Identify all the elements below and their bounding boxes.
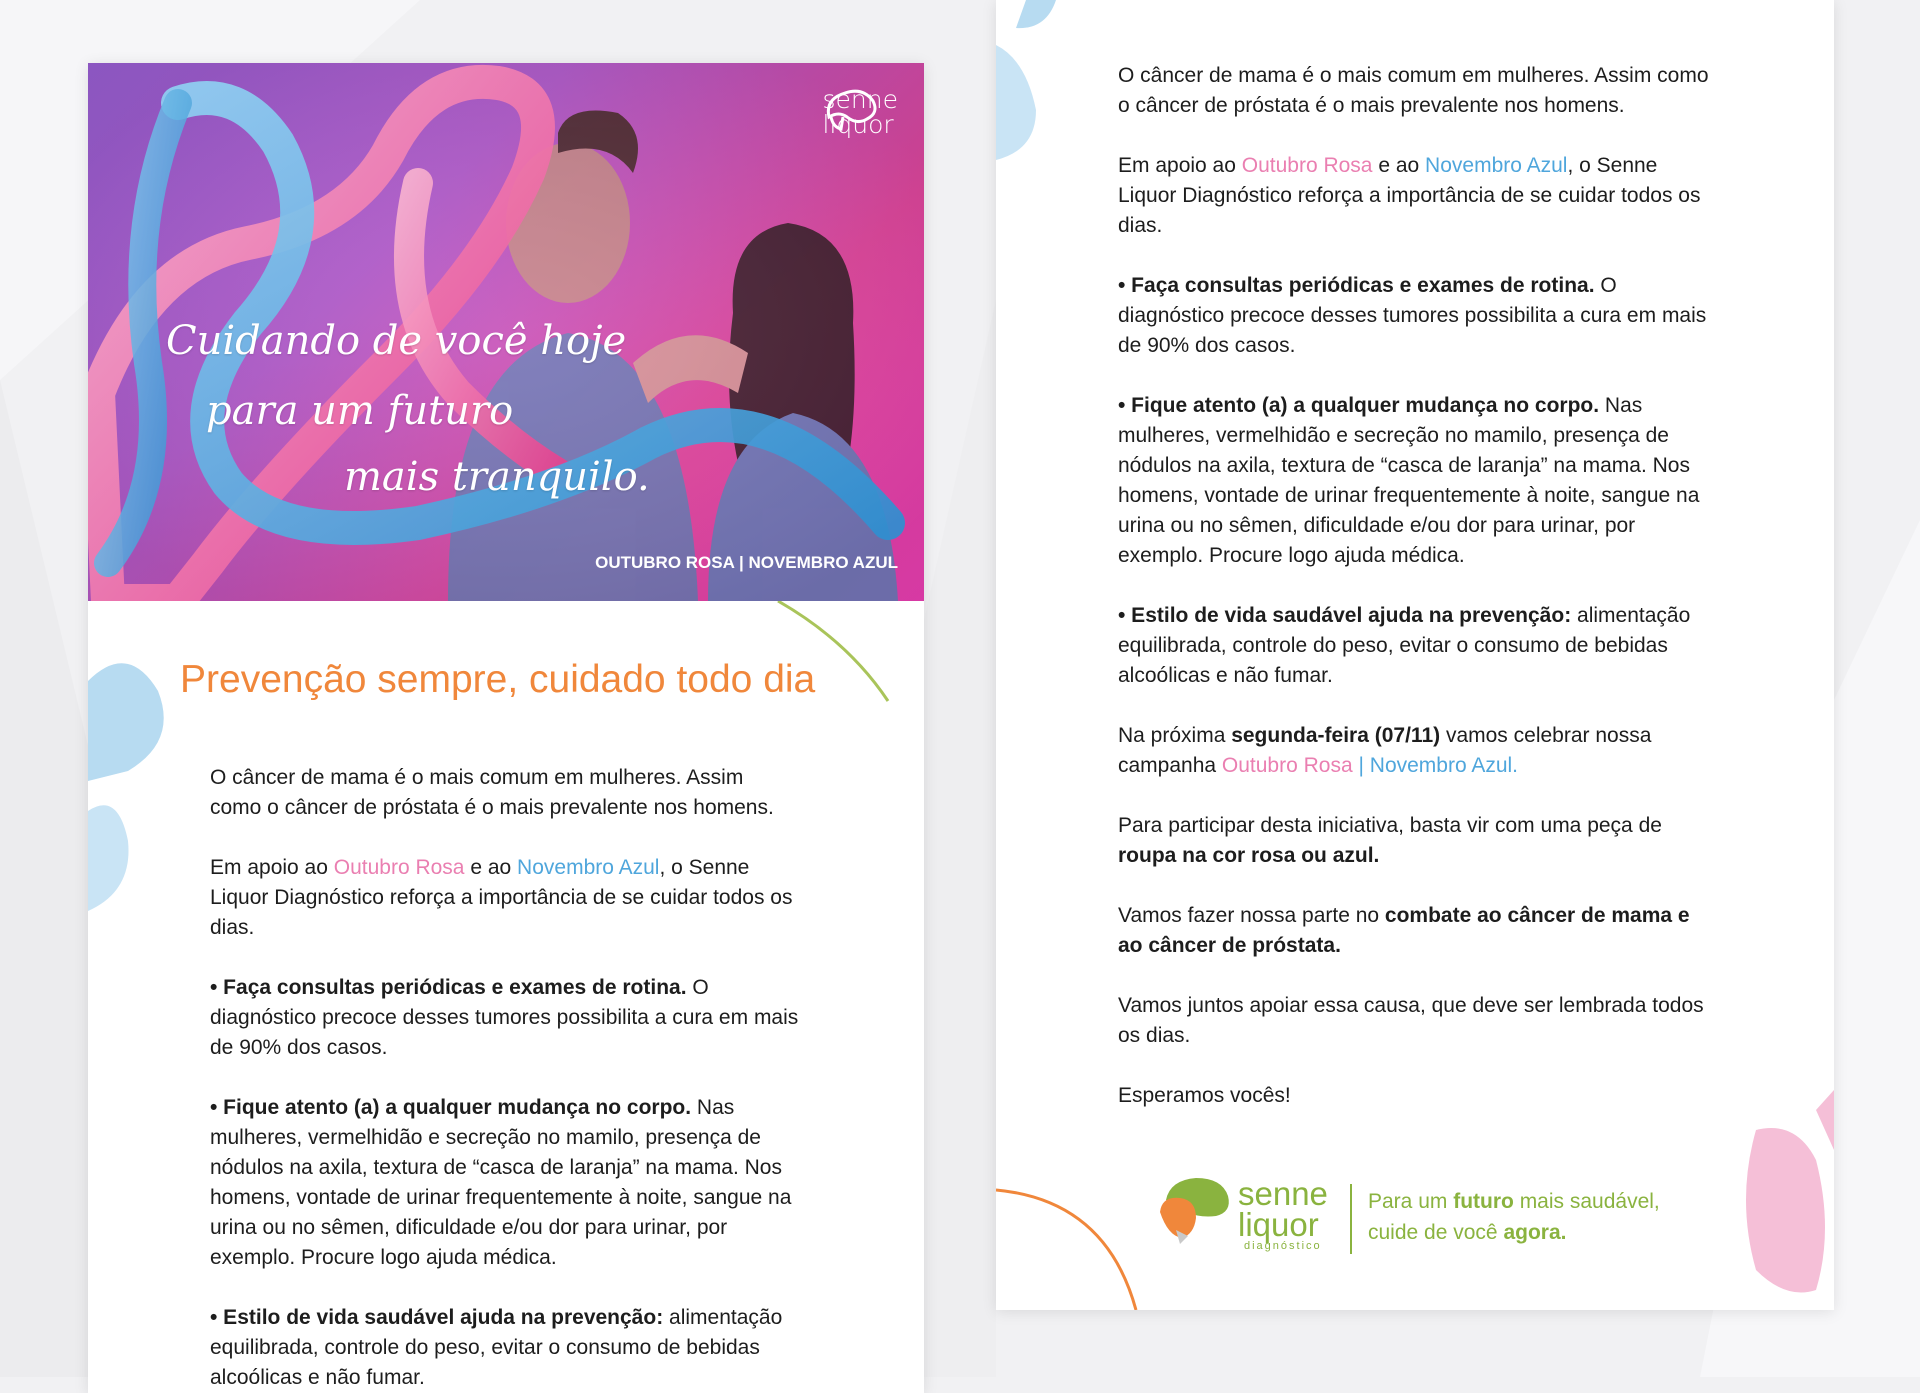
paragraph-intro: O câncer de mama é o mais comum em mulheres. Assim como o câncer de próstata é o mais prevalente nos homens.	[1118, 64, 1709, 117]
bullet-estilo-vida: • Estilo de vida saudável ajuda na prevenção: alimentação equilibrada, controle do peso, evitar o consumo de bebidas alcoólicas e não fumar.	[1118, 604, 1691, 687]
paragraph-intro: O câncer de mama é o mais comum em mulheres. Assim como o câncer de próstata é o mais prevalente nos homens.	[210, 766, 774, 819]
outubro-rosa-highlight: Outubro Rosa	[333, 856, 465, 879]
logo-subtitle: diagnóstico	[1244, 1240, 1322, 1252]
brain-logo-icon	[823, 87, 879, 131]
footer-divider	[1350, 1184, 1352, 1254]
footer-tagline: Para um futuro mais saudável, cuide de você agora.	[1368, 1190, 1660, 1244]
paragraph-closing: Esperamos vocês!	[1118, 1084, 1291, 1107]
hero-script-line-3: mais tranquilo.	[344, 454, 650, 500]
paragraph-combate: Vamos fazer nossa parte no combate ao câncer de mama e ao câncer de próstata.	[1118, 904, 1690, 957]
bullet-mudancas: • Fique atento (a) a qualquer mudança no corpo. Nas mulheres, vermelhidão e secreção no mamilo, presença de nódulos na axila, textura de “casca de laranja” na mama. Nos homens, vontade de urinar frequentemente à noite, sangue na urina ou no sêmen, dificuldade e/ou dor para urinar, por exemplo. Procure logo ajuda médica.	[1118, 394, 1700, 567]
headline: Prevenção sempre, cuidado todo dia	[180, 658, 816, 701]
novembro-azul-highlight: Novembro Azul	[1425, 154, 1568, 177]
bullet-consultas: • Faça consultas periódicas e exames de rotina. O diagnóstico precoce desses tumores possibilita a cura em mais de 90% dos casos.	[1118, 274, 1707, 357]
senne-liquor-logo-hero	[823, 87, 898, 137]
hero-script-line-1: Cuidando de você hoje	[166, 318, 627, 364]
senne-liquor-logo-footer	[1156, 1172, 1328, 1256]
bullet-consultas: • Faça consultas periódicas e exames de rotina. O diagnóstico precoce desses tumores possibilita a cura em mais de 90% dos casos.	[210, 976, 799, 1059]
paragraph-cause: Vamos juntos apoiar essa causa, que deve ser lembrada todos os dias.	[1118, 994, 1704, 1047]
logo-text-senne: senne	[822, 85, 898, 114]
paragraph-celebration: Na próxima segunda-feira (07/11) vamos celebrar nossa campanha Outubro Rosa | Novembro Azul.	[1118, 724, 1652, 777]
bullet-estilo-vida: • Estilo de vida saudável ajuda na prevenção: alimentação equilibrada, controle do peso, evitar o consumo de bebidas alcoólicas e não fumar.	[210, 1306, 783, 1389]
hero-script-line-2: para um futuro	[206, 388, 514, 434]
logo-wordmark: senne liquor	[1238, 1175, 1328, 1243]
paragraph-participation: Para participar desta iniciativa, basta vir com uma peça de roupa na cor rosa ou azul.	[1118, 814, 1662, 867]
outubro-rosa-highlight: Outubro Rosa	[1241, 154, 1373, 177]
outubro-rosa-highlight: Outubro Rosa	[1221, 754, 1353, 777]
article-body-left	[210, 763, 800, 1393]
brain-logo-icon	[1156, 1172, 1236, 1252]
newsletter-page-right	[996, 0, 1834, 1310]
novembro-azul-highlight: Novembro Azul	[517, 856, 660, 879]
paragraph-support: Em apoio ao Outubro Rosa e ao Novembro Azul, o Senne Liquor Diagnóstico reforça a importância de se cuidar todos os dias.	[1118, 154, 1701, 237]
article-body-right	[1118, 61, 1718, 1141]
novembro-azul-highlight: Novembro Azul.	[1369, 754, 1519, 777]
newsletter-page-left	[88, 63, 924, 1393]
campaign-tag: OUTUBRO ROSA | NOVEMBRO AZUL	[595, 553, 898, 572]
paragraph-support: Em apoio ao Outubro Rosa e ao Novembro Azul, o Senne Liquor Diagnóstico reforça a importância de se cuidar todos os dias.	[210, 856, 793, 939]
bullet-mudancas: • Fique atento (a) a qualquer mudança no corpo. Nas mulheres, vermelhidão e secreção no mamilo, presença de nódulos na axila, textura de “casca de laranja” na mama. Nos homens, vontade de urinar frequentemente à noite, sangue na urina ou no sêmen, dificuldade e/ou dor para urinar, por exemplo. Procure logo ajuda médica.	[210, 1096, 792, 1269]
logo-text-liquor: liquor	[822, 110, 894, 139]
hero-banner	[88, 63, 924, 601]
